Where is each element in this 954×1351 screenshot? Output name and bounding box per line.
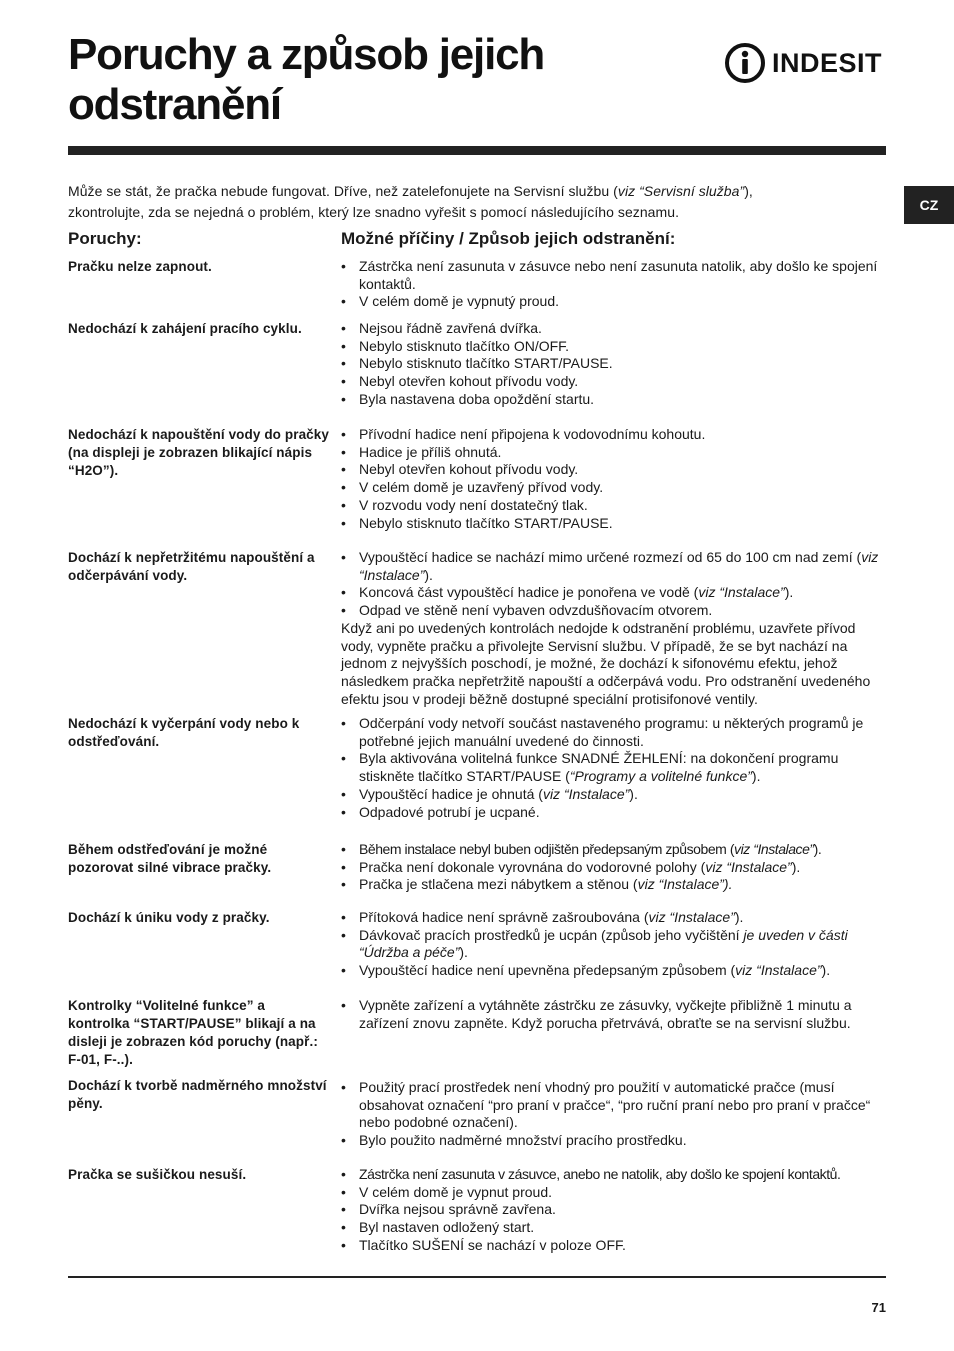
cause-text: Použitý prací prostředek není vhodný pro použití v automatické pračce (musí obsahovat označení “pro praní v pračce“, “pro ruční praní nebo pro praní v pračce“ nebo podobné označení). bbox=[359, 1079, 871, 1131]
causes-column-heading: Možné příčiny / Způsob jejich odstranění: bbox=[341, 229, 676, 248]
cause-item bbox=[341, 584, 889, 602]
cause-list bbox=[341, 426, 889, 532]
cause-text: V celém domě je vypnutý proud. bbox=[359, 293, 559, 310]
intro-reference: viz “Servisní služba” bbox=[617, 183, 745, 199]
cause-reference: je uveden v části “Údržba a péče” bbox=[359, 926, 848, 961]
language-tab: CZ bbox=[904, 186, 954, 224]
cause-item bbox=[341, 1219, 889, 1237]
cause-text: Během instalace nebyl buben odjištěn předepsaným způsobem ( bbox=[359, 841, 735, 857]
cause-reference: viz “Instalace” bbox=[359, 549, 879, 583]
cause-text: Přívodní hadice není připojena k vodovodnímu kohoutu. bbox=[359, 426, 706, 442]
cause-list bbox=[341, 1166, 889, 1255]
cause-item bbox=[341, 715, 889, 750]
cause-text: V celém domě je uzavřený přívod vody. bbox=[359, 479, 604, 496]
cause-list bbox=[341, 258, 889, 311]
cause-text-end: ). bbox=[751, 768, 761, 785]
page-title-line-2: odstranění bbox=[68, 80, 281, 129]
cause-text: Byla aktivována volitelná funkce SNADNÉ ŽEHLENÍ: na dokončení programu stiskněte tlačítko START/PAUSE ( bbox=[359, 750, 839, 785]
problem-label: Během odstřeďování je možné pozorovat silné vibrace pračky. bbox=[68, 842, 272, 875]
cause-item bbox=[341, 1132, 889, 1150]
cause-text: Vypouštěcí hadice je ohnutá ( bbox=[359, 785, 543, 802]
problem-label: Dochází k tvorbě nadměrného množství pěny. bbox=[68, 1078, 327, 1111]
cause-item bbox=[341, 997, 889, 1032]
cause-reference: “Programy a volitelné funkce” bbox=[569, 768, 752, 785]
cause-item bbox=[341, 602, 889, 620]
cause-item bbox=[341, 1079, 889, 1132]
cause-text: Zástrčka není zasunuta v zásuvce nebo není zasunuta natolik, aby došlo ke spojení kontaktů. bbox=[359, 258, 878, 292]
cause-text: Pračka je stlačena mezi nábytkem a stěnou ( bbox=[359, 876, 638, 893]
info-i-icon bbox=[724, 42, 766, 84]
cause-list bbox=[341, 997, 889, 1032]
cause-item bbox=[341, 804, 889, 822]
cause-reference: viz “Instalace” bbox=[542, 785, 630, 802]
cause-list bbox=[341, 909, 889, 980]
cause-list bbox=[341, 549, 889, 708]
cause-text: Zástrčka není zasunuta v zásuvce, anebo ne natolik, aby došlo ke spojení kontaktů. bbox=[359, 1166, 841, 1182]
page-title-line-1: Poruchy a způsob jejich bbox=[68, 30, 545, 79]
cause-item bbox=[341, 927, 889, 962]
intro-text bbox=[68, 181, 868, 222]
cause-item bbox=[341, 1184, 889, 1202]
cause-item bbox=[341, 786, 889, 804]
footer-divider bbox=[68, 1276, 886, 1278]
intro-text-end: ), bbox=[744, 183, 753, 199]
cause-item bbox=[341, 841, 889, 859]
cause-text-end: ). bbox=[424, 566, 433, 583]
page-title bbox=[68, 30, 688, 130]
cause-text: Bylo použito nadměrné množství pracího prostředku. bbox=[359, 1132, 687, 1149]
problem-label: Nedochází k vyčerpání vody nebo k odstřeďování. bbox=[68, 716, 300, 749]
page-number: 71 bbox=[871, 1300, 886, 1315]
cause-item bbox=[341, 1237, 889, 1255]
cause-text: Nebylo stisknuto tlačítko START/PAUSE. bbox=[359, 514, 613, 531]
cause-text-end: ). bbox=[459, 944, 468, 961]
cause-item bbox=[341, 750, 889, 785]
problem-label: Pračka se sušičkou nesuší. bbox=[68, 1167, 247, 1182]
cause-item bbox=[341, 859, 889, 877]
cause-item bbox=[341, 876, 889, 894]
cause-text: Dávkovač pracích prostředků je ucpán (způsob jeho vyčištění bbox=[359, 926, 744, 943]
cause-text: Vypouštěcí hadice se nachází mimo určené rozmezí od 65 do 100 cm nad zemí ( bbox=[359, 549, 862, 565]
cause-list bbox=[341, 320, 889, 409]
cause-text-end: ). bbox=[791, 858, 801, 875]
cause-text: Přítoková hadice není správně zašroubována ( bbox=[359, 909, 649, 925]
cause-text: Dvířka nejsou správně zavřena. bbox=[359, 1201, 556, 1218]
cause-item bbox=[341, 293, 889, 311]
cause-text: Nebyl otevřen kohout přívodu vody. bbox=[359, 461, 579, 478]
cause-text: Hadice je příliš ohnutá. bbox=[359, 443, 502, 460]
cause-item bbox=[341, 391, 889, 409]
problem-label: Dochází k úniku vody z pračky. bbox=[68, 910, 270, 925]
cause-reference: viz “Instalace”). bbox=[637, 876, 733, 893]
cause-text: Odčerpání vody netvoří součást nastaveného programu: u některých programů je potřebné jejich manuální uvedené do činnosti. bbox=[359, 715, 864, 749]
problem-label: Dochází k nepřetržitému napouštění a odčerpávání vody. bbox=[68, 550, 315, 583]
cause-reference: viz “Instalace” bbox=[705, 858, 792, 875]
cause-text-end: ). bbox=[784, 584, 794, 601]
cause-list bbox=[341, 1079, 889, 1150]
brand-logo bbox=[724, 42, 882, 84]
cause-item bbox=[341, 909, 889, 927]
cause-text: Tlačítko SUŠENÍ se nachází v poloze OFF. bbox=[359, 1236, 626, 1253]
cause-text: Byla nastavena doba opoždění startu. bbox=[359, 390, 595, 407]
cause-item bbox=[341, 258, 889, 293]
cause-item bbox=[341, 338, 889, 356]
cause-text: Odpadové potrubí je ucpané. bbox=[359, 803, 540, 820]
cause-text: Pračka není dokonale vyrovnána do vodorovné polohy ( bbox=[359, 858, 706, 875]
cause-reference: viz “Instalace” bbox=[648, 909, 735, 925]
cause-item bbox=[341, 320, 889, 338]
cause-reference: viz “Instalace” bbox=[734, 841, 814, 857]
cause-reference: viz “Instalace” bbox=[698, 584, 785, 601]
cause-item bbox=[341, 962, 889, 980]
cause-item bbox=[341, 497, 889, 515]
cause-item bbox=[341, 479, 889, 497]
cause-text: Vypněte zařízení a vytáhněte zástrčku ze zásuvky, vyčkejte přibližně 1 minutu a zařízení znovu zapněte. Když porucha přetrvává, obraťte se na servisní službu. bbox=[359, 997, 852, 1031]
cause-text-end: ). bbox=[813, 841, 822, 857]
cause-text: Nejsou řádně zavřená dvířka. bbox=[359, 320, 542, 336]
cause-text: V rozvodu vody není dostatečný tlak. bbox=[359, 496, 588, 513]
cause-note: Když ani po uvedených kontrolách nedojde k odstranění problému, uzavřete přívod vody, vypněte pračku a přivolejte Servisní službu. V případě, že se byt nachází na jednom z nejvyšších poschodí, je možné, že dochází k sifonovému efektu, jehož následkem pračka nepřetržitě napouští a odčerpává vodu. Pro odstranění uvedeného efektu jsou v prodeji běžně dostupné speciální protisifonové ventily. bbox=[341, 619, 871, 707]
cause-text: Byl nastaven odložený start. bbox=[359, 1219, 535, 1236]
brand-name: INDESIT bbox=[772, 47, 883, 78]
cause-item bbox=[341, 515, 889, 533]
cause-list bbox=[341, 841, 889, 894]
cause-text: Nebylo stisknuto tlačítko START/PAUSE. bbox=[359, 355, 613, 372]
cause-reference: viz “Instalace” bbox=[735, 962, 822, 979]
cause-item bbox=[341, 444, 889, 462]
problem-label: Pračku nelze zapnout. bbox=[68, 259, 212, 274]
cause-text: Nebylo stisknuto tlačítko ON/OFF. bbox=[359, 337, 570, 354]
cause-list bbox=[341, 715, 889, 821]
cause-item bbox=[341, 1166, 889, 1184]
cause-text: Koncová část vypouštěcí hadice je ponořena ve vodě ( bbox=[359, 584, 699, 601]
cause-text: V celém domě je vypnut proud. bbox=[359, 1183, 552, 1200]
cause-text-end: ). bbox=[629, 785, 638, 802]
problem-label: Kontrolky “Volitelné funkce” a kontrolka “START/PAUSE” blikají a na disleji je zobrazen kód poruchy (např.: F-01, F-..). bbox=[68, 998, 318, 1067]
problems-column-heading: Poruchy: bbox=[68, 229, 142, 248]
cause-text-end: ). bbox=[734, 909, 744, 925]
problem-label: Nedochází k napouštění vody do pračky (na displeji je zobrazen blikající nápis “H2O”). bbox=[68, 427, 330, 478]
intro-text-line-2: zkontrolujte, zda se nejedná o problém, který lze snadno vyřešit s pomocí následujícího seznamu. bbox=[68, 203, 680, 220]
cause-text: Nebyl otevřen kohout přívodu vody. bbox=[359, 373, 579, 390]
cause-item bbox=[341, 373, 889, 391]
header-divider bbox=[68, 146, 886, 155]
cause-text-end: ). bbox=[821, 962, 831, 979]
cause-item bbox=[341, 549, 889, 584]
intro-text-part: Může se stát, že pračka nebude fungovat. Dříve, než zatelefonujete na Servisní službu ( bbox=[68, 183, 618, 199]
cause-item bbox=[341, 461, 889, 479]
cause-text: Odpad ve stěně není vybaven odvzdušňovacím otvorem. bbox=[359, 602, 713, 619]
problem-label: Nedochází k zahájení pracího cyklu. bbox=[68, 321, 302, 336]
cause-item bbox=[341, 1201, 889, 1219]
cause-text: Vypouštěcí hadice není upevněna předepsaným způsobem ( bbox=[359, 962, 736, 979]
cause-item bbox=[341, 355, 889, 373]
cause-item bbox=[341, 426, 889, 444]
